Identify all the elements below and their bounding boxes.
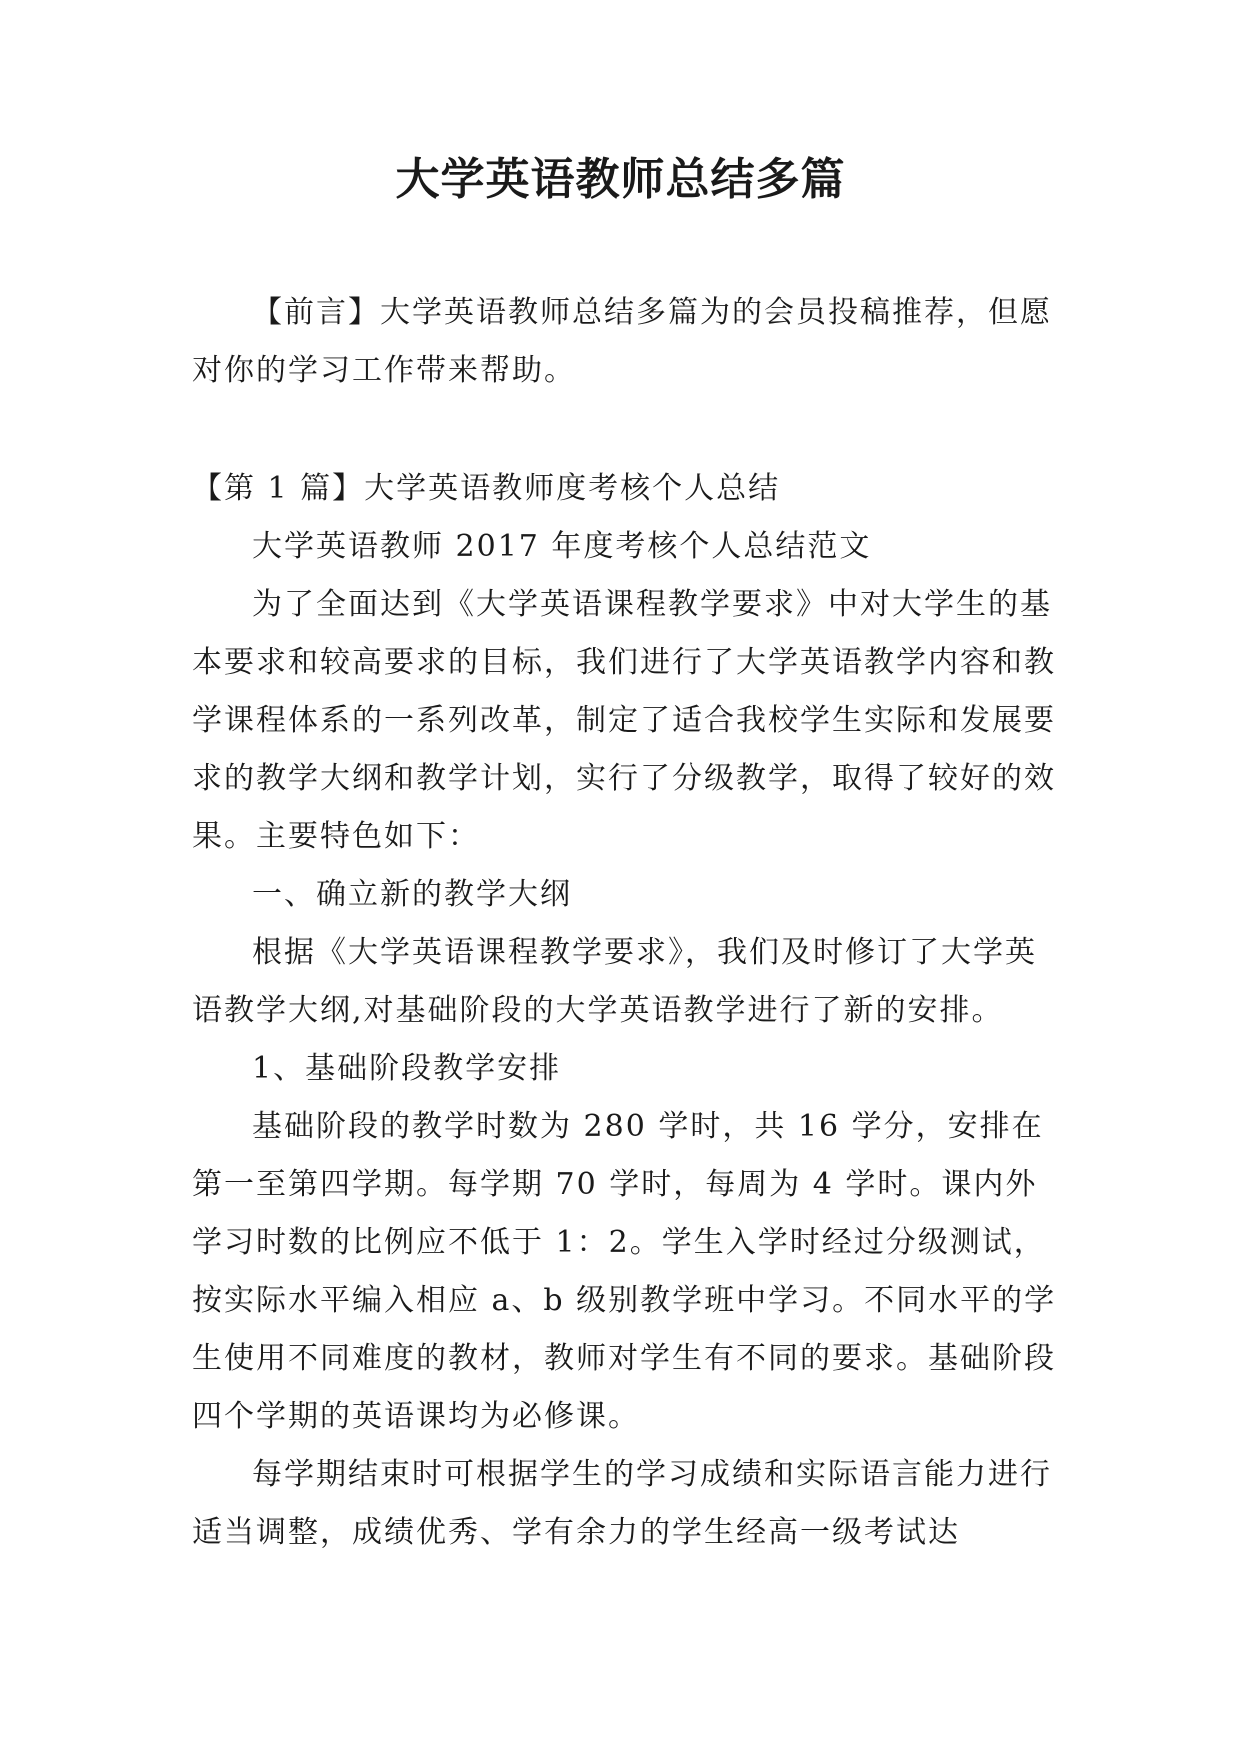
preface-paragraph: 【前言】大学英语教师总结多篇为的会员投稿推荐，但愿对你的学习工作带来帮助。 [192, 295, 1052, 388]
body-paragraph: 为了全面达到《大学英语课程教学要求》中对大学生的基本要求和较高要求的目标，我们进行了大学英语教学内容和教学课程体系的一系列改革，制定了适合我校学生实际和发展要求的教学大纲和教学计划，实行了分级教学，取得了较好的效果。主要特色如下： [192, 587, 1056, 854]
body-paragraph: 基础阶段的教学时数为 280 学时，共 16 学分，安排在第一至第四学期。每学期 70 学时，每周为 4 学时。课内外学习时数的比例应不低于 1：2。学生入学时经过分级测试，按实际水平编入相应 a、b 级别教学班中学习。不同水平的学生使用不同难度的教材，教师对学生有不同的要求。基础阶段四个学期的英语课均为必修课。 [192, 1109, 1057, 1434]
body-paragraph: 一、确立新的教学大纲 [252, 877, 572, 912]
body-paragraph: 大学英语教师 2017 年度考核个人总结范文 [252, 529, 872, 564]
document-title: 大学英语教师总结多篇 [395, 154, 846, 205]
body-paragraph: 1、基础阶段教学安排 [252, 1051, 562, 1086]
section-heading: 【第 1 篇】大学英语教师度考核个人总结 [192, 471, 781, 506]
body-paragraph: 根据《大学英语课程教学要求》，我们及时修订了大学英语教学大纲,对基础阶段的大学英语教学进行了新的安排。 [192, 935, 1037, 1028]
document-body [192, 284, 1060, 1562]
body-paragraph: 每学期结束时可根据学生的学习成绩和实际语言能力进行适当调整，成绩优秀、学有余力的学生经高一级考试达 [192, 1457, 1052, 1550]
